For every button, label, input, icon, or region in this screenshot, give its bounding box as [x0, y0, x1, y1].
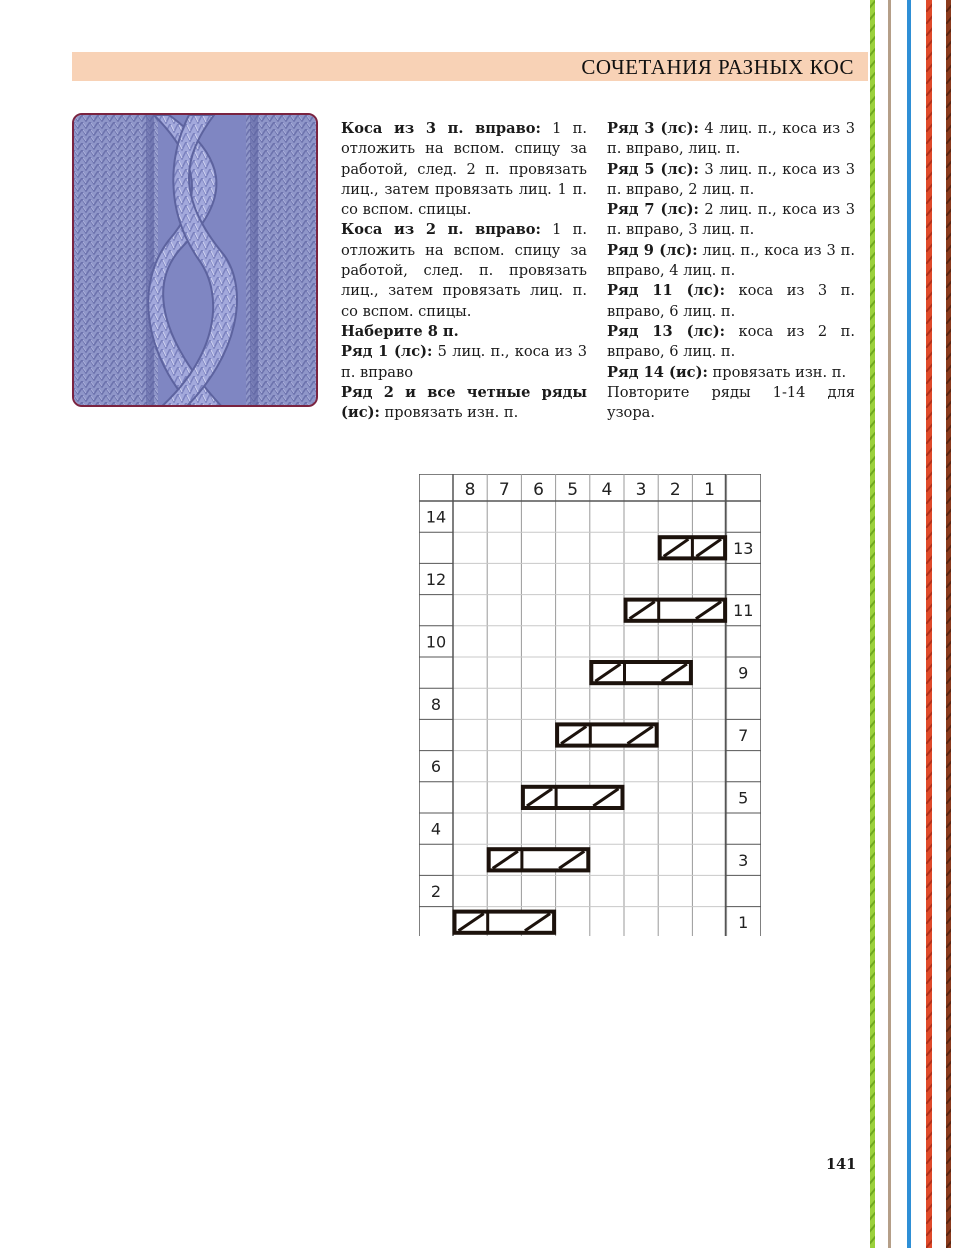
column-number-label: 4 [601, 480, 613, 500]
instruction-heading: Коса из 2 п. вправо: [341, 221, 541, 239]
cable-symbol [626, 600, 726, 621]
instruction-text: 2 лиц. п., коса из 3 п. вправо, 3 лиц. п. [607, 201, 855, 239]
row-number-label: 7 [738, 726, 749, 745]
header-band [72, 52, 868, 81]
instruction-text: коса из 3 п. вправо, 6 лиц. п. [607, 282, 855, 320]
column-number-label: 2 [669, 480, 681, 500]
instruction-heading: Ряд 7 (лс): [607, 201, 699, 219]
instruction-heading: Ряд 13 (лс): [607, 322, 725, 340]
instruction-paragraph [607, 200, 855, 241]
column-number-label: 5 [567, 480, 579, 500]
cable-symbol [557, 724, 657, 745]
row-number-label: 6 [430, 757, 442, 777]
instruction-heading: Ряд 2 и все четные ряды (ис): [341, 383, 587, 422]
row-number-label: 9 [738, 663, 749, 683]
column-number-label: 8 [464, 480, 476, 500]
instruction-text: провязать изн. п. [379, 404, 519, 422]
instruction-heading: Ряд 1 (лс): [341, 343, 433, 361]
instruction-heading: Ряд 9 (лс): [607, 241, 698, 259]
yarn-brown [946, 0, 951, 1248]
cable-symbol [489, 849, 589, 870]
instruction-heading: Ряд 3 (лс): [607, 120, 699, 137]
instruction-text: коса из 2 п. вправо, 6 лиц. п. [607, 322, 855, 361]
knitting-chart-svg [419, 474, 761, 936]
instruction-paragraph [341, 383, 587, 424]
instruction-heading: Коса из 3 п. вправо: [341, 120, 541, 137]
instruction-text: 5 лиц. п., коса из 3 п. вправо [341, 343, 587, 381]
instruction-paragraph [607, 119, 855, 160]
instruction-heading: Ряд 5 (лс): [607, 160, 699, 178]
instruction-paragraph [607, 322, 855, 363]
cable-symbol [523, 787, 623, 808]
instruction-paragraph [607, 241, 855, 282]
row-number-label: 5 [738, 788, 749, 808]
cable-symbol [591, 662, 691, 683]
instruction-paragraph [607, 363, 855, 383]
instructions-column-right [607, 119, 855, 423]
knitting-chart [419, 474, 761, 936]
instruction-heading: Ряд 11 (лс): [607, 282, 725, 300]
cable-knit-swatch-photo [72, 113, 318, 407]
instruction-paragraph [341, 119, 587, 220]
instruction-paragraph [607, 383, 855, 424]
column-number-label: 3 [635, 480, 647, 500]
row-number-label: 8 [430, 694, 442, 714]
cable-symbol [660, 537, 725, 558]
page-number: 141 [826, 1156, 857, 1173]
row-number-label: 14 [425, 507, 447, 527]
row-number-label: 1 [738, 913, 749, 933]
decorative-yarn-strands [866, 0, 960, 1248]
instruction-text: 1 п. отложить на вспом. спицу за работой, след. п. провязать лиц., затем провязать лиц. п. со вспом. спицы. [341, 221, 587, 320]
instruction-text: 3 лиц. п., коса из 3 п. вправо, 2 лиц. п. [607, 160, 855, 198]
instruction-paragraph [607, 160, 855, 201]
row-number-label: 4 [430, 819, 442, 839]
instruction-paragraph [341, 220, 587, 321]
row-number-label: 10 [425, 632, 447, 652]
instruction-heading: Наберите 8 п. [341, 322, 459, 340]
yarn-blue [907, 0, 911, 1248]
cable-knit-swatch-icon [74, 115, 318, 407]
page-title: СОЧЕТАНИЯ РАЗНЫХ КОС [581, 55, 854, 79]
instruction-text: 4 лиц. п., коса из 3 п. вправо, лиц. п. [607, 120, 855, 158]
yarn-green [870, 0, 875, 1248]
instruction-heading: Ряд 14 (ис): [607, 363, 708, 381]
instructions-column-left [341, 119, 587, 423]
instruction-paragraph [341, 342, 587, 383]
instruction-text: провязать изн. п. [707, 363, 847, 381]
cable-symbol [455, 912, 555, 933]
row-number-label: 12 [425, 570, 447, 589]
row-number-label: 13 [733, 538, 754, 558]
instruction-paragraph [341, 322, 587, 342]
instruction-paragraph [607, 281, 855, 322]
instruction-text: лиц. п., коса из 3 п. вправо, 4 лиц. п. [607, 241, 856, 280]
row-number-label: 2 [430, 882, 442, 901]
row-number-label: 3 [738, 850, 749, 870]
yarn-tan [888, 0, 891, 1248]
column-number-label: 1 [704, 480, 715, 500]
instruction-text: 1 п. отложить на вспом. спицу за работой, след. 2 п. провязать лиц., затем провязать лиц. 1 п. со вспом. спицы. [341, 120, 587, 219]
yarn-red [926, 0, 932, 1248]
column-number-label: 7 [498, 480, 510, 500]
column-number-label: 6 [533, 480, 544, 500]
instruction-text: Повторите ряды 1-14 для узора. [607, 383, 855, 422]
row-number-label: 11 [733, 601, 754, 621]
